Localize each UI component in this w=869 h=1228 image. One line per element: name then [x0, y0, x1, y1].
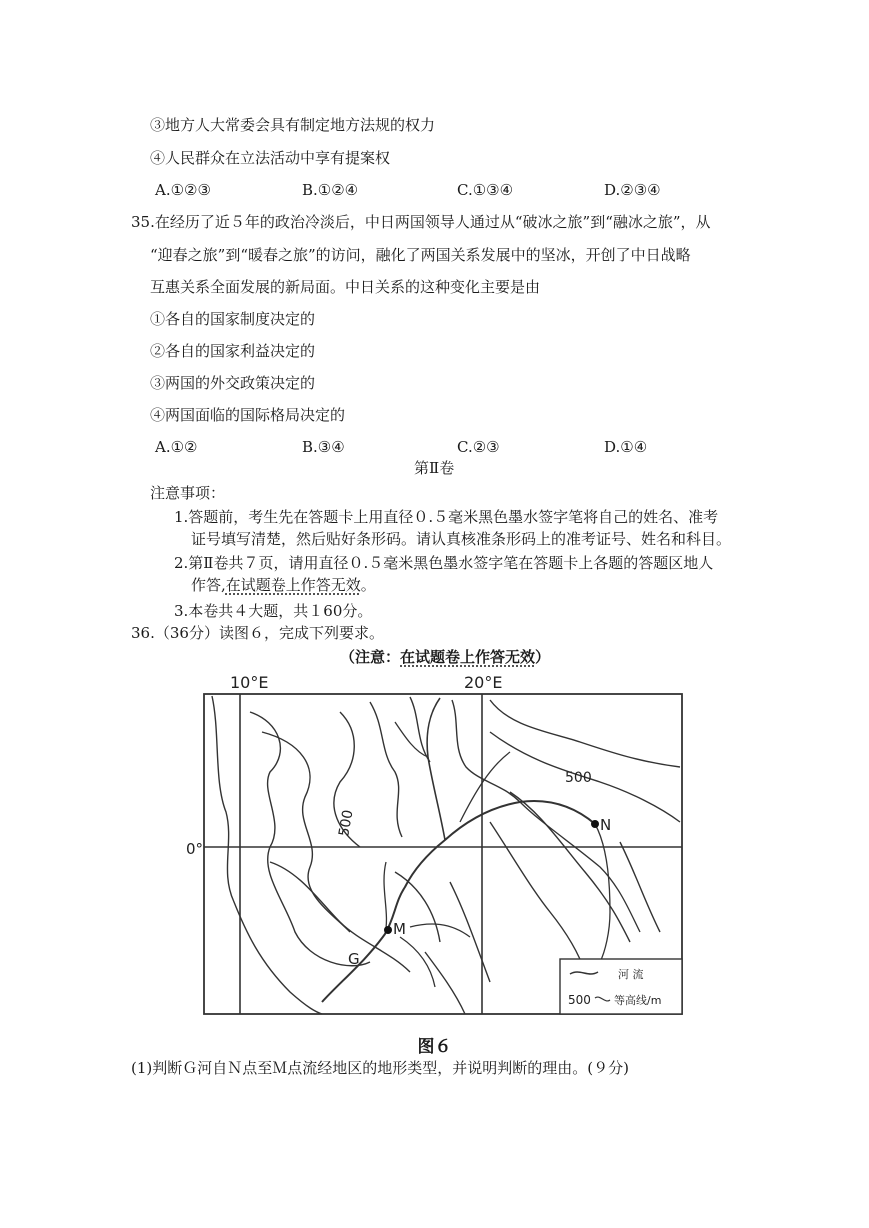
q34-option-c: C.①③④: [457, 181, 514, 199]
map-figure: [186, 672, 690, 1017]
river-north-branch: [427, 698, 445, 840]
q35-item-3: ③两国的外交政策决定的: [150, 374, 316, 392]
legend-river-label: 河 流: [618, 968, 644, 981]
label-n: N: [600, 816, 612, 834]
label-g: G: [348, 950, 360, 968]
notice-3: 3.本卷共４大题，共１60分。: [174, 602, 373, 620]
section-title: 第Ⅱ卷: [414, 459, 455, 477]
q35-item-2: ②各自的国家利益决定的: [150, 342, 316, 360]
notice-2-line-1: 2.第Ⅱ卷共７页，请用直径０.５毫米黑色墨水签字笔在答题卡上各题的答题区地人: [174, 554, 714, 572]
notice-heading: 注意事项：: [150, 484, 226, 502]
label-contour-500-west: 500: [336, 808, 357, 838]
river-trib-4: [595, 824, 610, 962]
q35-stem-line-2: “迎春之旅”到“暖春之旅”的访问，融化了两国关系发展中的坚冰，开创了中日战略: [150, 246, 691, 264]
map-caption: 图６: [417, 1037, 452, 1057]
q34-option-a: A.①②③: [155, 181, 211, 199]
q35-option-b: B.③④: [302, 438, 345, 456]
q34-option-d: D.②③④: [604, 181, 661, 199]
q35-item-1: ①各自的国家制度决定的: [150, 310, 316, 328]
label-20e: 20°E: [464, 673, 503, 692]
q34-option-b: B.①②④: [302, 181, 359, 199]
q36-warning: [340, 647, 550, 667]
q35-option-a: A.①②: [155, 438, 198, 456]
notice-2-text-a: 作答,: [191, 576, 226, 594]
q35-option-d: D.①④: [604, 438, 648, 456]
river-trib-6: [400, 937, 435, 987]
river-trib-2: [460, 752, 510, 822]
contour-east-3: [510, 792, 630, 942]
q36-warning-c: ）: [535, 648, 551, 666]
contour-south-1: [425, 952, 465, 1014]
contour-east-5: [620, 842, 660, 932]
point-m-marker: [384, 926, 392, 934]
point-n-marker: [591, 820, 599, 828]
q34-item-4: ④人民群众在立法活动中享有提案权: [150, 149, 391, 167]
q36-stem: 36.（36分）读图６，完成下列要求。: [131, 624, 384, 642]
q35-stem-line-3: 互惠关系全面发展的新局面。中日关系的这种变化主要是由: [150, 278, 541, 296]
river-trib-7: [410, 924, 470, 937]
q36-sub-question-1: (1)判断Ｇ河自Ｎ点至Ｍ点流经地区的地形类型，并说明判断的理由。(９分): [131, 1059, 629, 1077]
legend-contour-value: 500: [568, 993, 591, 1007]
notice-2-text-c: 。: [360, 576, 376, 594]
q36-warning-emphasis: 在试题卷上作答无效: [400, 648, 536, 666]
label-0: 0°: [186, 840, 204, 858]
q34-item-3: ③地方人大常委会具有制定地方法规的权力: [150, 116, 436, 134]
contour-north-1: [370, 702, 402, 837]
legend-contour-label: 等高线/m: [614, 994, 662, 1007]
q35-item-4: ④两国面临的国际格局决定的: [150, 406, 346, 424]
label-10e: 10°E: [230, 673, 269, 692]
coastline: [212, 696, 322, 1014]
q35-option-c: C.②③: [457, 438, 500, 456]
notice-2-emphasis: 在试题卷上作答无效: [225, 576, 361, 594]
notice-1-line-2: 证号填写清楚，然后贴好条形码。请认真核准条形码上的准考证号、姓名和科目。: [191, 530, 732, 548]
q35-stem-line-1: 35.在经历了近５年的政治冷淡后，中日两国领导人通过从“破冰之旅”到“融冰之旅”，从: [131, 213, 711, 231]
notice-2-line-2: [191, 575, 376, 595]
river-trib-5: [384, 862, 386, 934]
legend: [560, 959, 682, 1014]
label-contour-500-east: 500: [565, 770, 592, 786]
river-contour-map: [186, 672, 690, 1017]
contour-north-3: [452, 700, 520, 802]
river-trib-1: [395, 722, 428, 757]
contour-mid-2: [450, 882, 490, 982]
contour-500-east: [490, 700, 680, 767]
q36-warning-a: （注意：: [340, 648, 401, 666]
contour-200: [270, 862, 410, 972]
label-m: M: [393, 920, 406, 938]
notice-1-line-1: 1.答题前，考生先在答题卡上用直径０.５毫米黑色墨水签字笔将自己的姓名、准考: [174, 508, 719, 526]
